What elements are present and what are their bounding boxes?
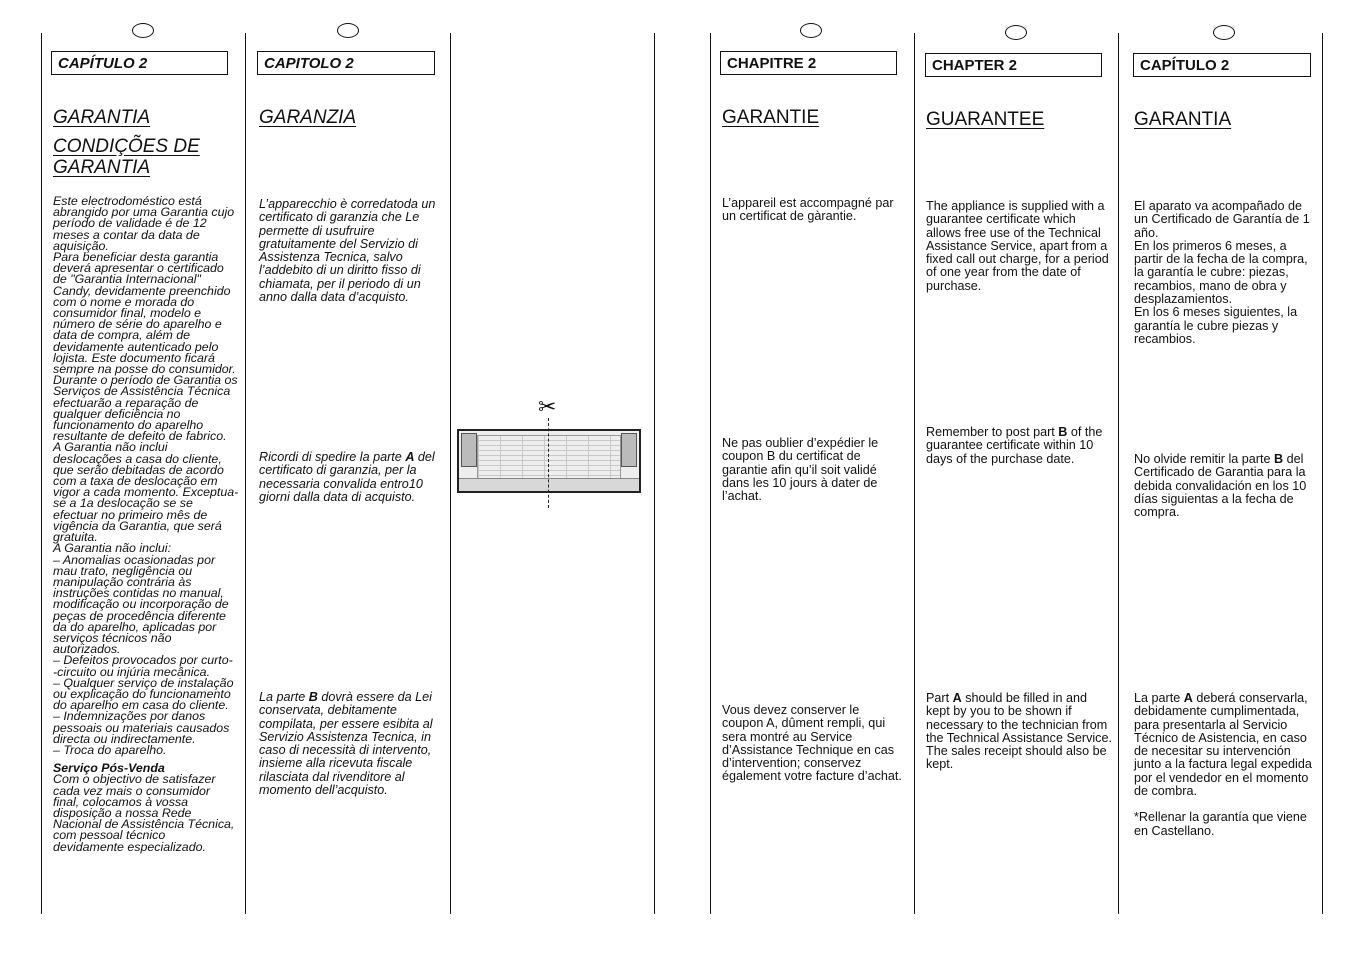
paragraph: En los 6 meses siguientes, la garantía le cubre piezas y recambios. (1134, 305, 1298, 346)
body-text-en-2 (926, 426, 1112, 466)
paragraph (259, 691, 439, 797)
column-rule (914, 33, 915, 914)
language-flag-oval (132, 23, 154, 38)
text-run: deberá conservarla, debidamente cumplimentada, para presentarla al Servicio Técnico de Asistencia, en caso de necesitar su intervención junto a la factura legal expedida por el vendedor en el momento de combra. (1134, 691, 1312, 799)
title-pt: GARANTIA (53, 107, 151, 128)
title-it: GARANZIA (259, 107, 357, 128)
column-rule (245, 33, 246, 914)
scissors-icon: ✂ (538, 395, 557, 420)
paragraph: Para beneficiar desta garantia deverá apresentar o certificado de "Garantia Internacional" Candy, devidamente preenchido com o nome e morada do consumidor final, modelo e número de série do aparelho e data de compra, além de devidamente autenticado pelo lojista. Este documento ficará sempre na posse do consumidor. (53, 250, 236, 377)
paragraph: Este electrodoméstico está abrangido por uma Garantia cujo período de validade é de 12 meses a contar da data de aquisição. (53, 194, 235, 253)
column-rule (654, 33, 655, 914)
paragraph: L’apparecchio è corredatoda un certificato di garanzia che Le permette di usufruire gratuitamente del Servizio di Assistenza Tecnica, salvo l’addebito di un diritto fisso di chiamata, per il periodo di un anno dalla data d’acquisto. (259, 197, 436, 305)
paragraph (1134, 453, 1314, 519)
paragraph: A Garantia não inclui deslocações a casa do cliente, que serão debitadas de acordo com a taxa de deslocação em vigor a cada momento. Exceptua-se a 1a deslocação se se efectuar no primeiro mês de vigência da Garantia, que será gratuita. (53, 440, 239, 545)
text-run: Ricordi di spedire la parte (259, 450, 406, 464)
text-run-bold: A (952, 691, 962, 705)
subtitle-pt: CONDIÇÕES DE (53, 136, 200, 157)
text-run: of the guarantee certificate within 10 days of the purchase date. (926, 425, 1103, 466)
cut-line (548, 418, 549, 508)
service-heading-text: Serviço Pós-Venda (53, 761, 165, 776)
body-text-fr (722, 197, 904, 224)
chapter-label-es: CAPÍTULO 2 (1133, 53, 1311, 77)
paragraph: The appliance is supplied with a guarantee certificate which allows free use of the Technical Assistance Service, apart from a fixed call out charge, for a period of one year from the date of purchase. (926, 199, 1109, 293)
column-rule (1118, 33, 1119, 914)
paragraph: Com o objectivo de satisfazer cada vez mais o consumidor final, colocamos à vossa disposição a nossa Rede Nacional de Assistência Técnica, com pessoal técnico devidamente especializado. (53, 772, 235, 854)
text-run: La parte (259, 690, 309, 704)
chapter-label-fr: CHAPITRE 2 (720, 51, 897, 75)
paragraph: – Troca do aparelho. (53, 742, 167, 757)
text-run-bold: A (405, 450, 415, 464)
title-es: GARANTIA (1134, 109, 1232, 130)
body-text-es-2 (1134, 453, 1314, 519)
paragraph (1134, 692, 1314, 798)
certificate-bottom-strip (459, 478, 639, 491)
column-rule (41, 33, 42, 914)
paragraph: En los primeros 6 meses, a partir de la fecha de la compra, la garantía le cubre: piezas, recambios, mano de obra y desplazamientos. (1134, 238, 1308, 307)
title-fr: GARANTIE (722, 107, 820, 128)
certificate-stub (461, 433, 477, 467)
text-run: Remember to post part (926, 425, 1059, 439)
column-rule (1322, 33, 1323, 914)
chapter-label-en: CHAPTER 2 (925, 53, 1102, 77)
text-run: La parte (1134, 691, 1184, 705)
paragraph: *Rellenar la garantía que viene en Castellano. (1134, 810, 1307, 838)
title-en: GUARANTEE (926, 109, 1045, 130)
paragraph: Vous devez conserver le coupon A, dûment rempli, qui sera montré au Service d’Assistance Technique en cas d’intervention; conservez également votre facture d’achat. (722, 703, 902, 784)
text-run-bold: B (1058, 425, 1068, 439)
body-text-pt (53, 196, 239, 853)
language-flag-oval (337, 23, 359, 38)
paragraph: Ne pas oublier d’expédier le coupon B du certificat de garantie afin qu’il soit validé dans les 10 jours à dater de l’achat. (722, 436, 879, 504)
text-run-bold: A (1183, 691, 1193, 705)
body-text-fr-2 (722, 437, 904, 503)
paragraph: A Garantia não inclui: (53, 541, 172, 556)
body-text-fr-3 (722, 704, 904, 784)
body-text-it-2 (259, 451, 439, 504)
text-run-bold: B (1273, 452, 1284, 466)
body-text-it-3 (259, 691, 439, 797)
paragraph: Durante o período de Garantia os Serviços de Assistência Técnica efectuarão a reparação de qualquer deficiência no funcionamento do aparelho resultante de defeito de fabrico. (53, 373, 238, 444)
language-flag-oval (800, 23, 822, 38)
paragraph (926, 692, 1112, 772)
paragraph (926, 426, 1112, 466)
paragraph: L’appareil est accompagné par un certificat de gàrantie. (722, 196, 894, 224)
certificate-stub (621, 433, 637, 467)
text-run: should be filled in and kept by you to be shown if necessary to the technician from the Technical Assistance Service. The sales receipt should also be kept. (926, 691, 1112, 772)
text-run: del Certificado de Garantia para la debida convalidación en los 10 días siguientas a la fecha de compra. (1134, 452, 1307, 520)
body-text-es (1134, 200, 1314, 346)
text-run: Part (926, 691, 953, 705)
column-rule (450, 33, 451, 914)
paragraph: – Anomalias ocasionadas por mau trato, negligência ou manipulação contrária às instruções contidas no manual, modificação ou incorporação de peças de procedência diferente da do aparelho, aplicadas por serviços técnicos não autorizados. (53, 552, 229, 657)
subtitle-pt-2: GARANTIA (53, 157, 151, 178)
body-text-es-3 (1134, 692, 1314, 838)
guarantee-certificate-illustration (457, 429, 641, 493)
language-flag-oval (1213, 25, 1235, 40)
paragraph (259, 451, 439, 504)
paragraph: El aparato va acompañado de un Certificado de Garantía de 1 año. (1134, 199, 1310, 240)
paragraph: – Indemnizações por danos pessoais ou materiais causados directa ou indirectamente. (53, 709, 230, 746)
body-text-en-3 (926, 692, 1112, 772)
text-run: del certificato di garanzia, per la necessaria convalida entro10 giorni dalla data di acquisto. (259, 450, 435, 504)
chapter-label-pt: CAPÍTULO 2 (51, 51, 228, 75)
language-flag-oval (1005, 25, 1027, 40)
column-rule (710, 33, 711, 914)
chapter-label-it: CAPITOLO 2 (257, 51, 435, 75)
paragraph: – Defeitos provocados por curto- -circuito ou injúria mecânica. (53, 653, 233, 679)
text-run-bold: B (308, 690, 318, 704)
body-text-en (926, 200, 1112, 293)
text-run: dovrà essere da Lei conservata, debitamente compilata, per essere esibita al Servizio Assistenza Tecnica, in caso di necessità di intervento, insieme alla ricevuta fiscale rilasciata dal rivenditore al momento dell’acquisto. (259, 690, 433, 798)
paragraph: – Qualquer serviço de instalação ou explicação do funcionamento do aparelho em casa do cliente. (53, 675, 234, 713)
body-text-it (259, 198, 439, 304)
text-run: No olvide remitir la parte (1134, 452, 1274, 466)
